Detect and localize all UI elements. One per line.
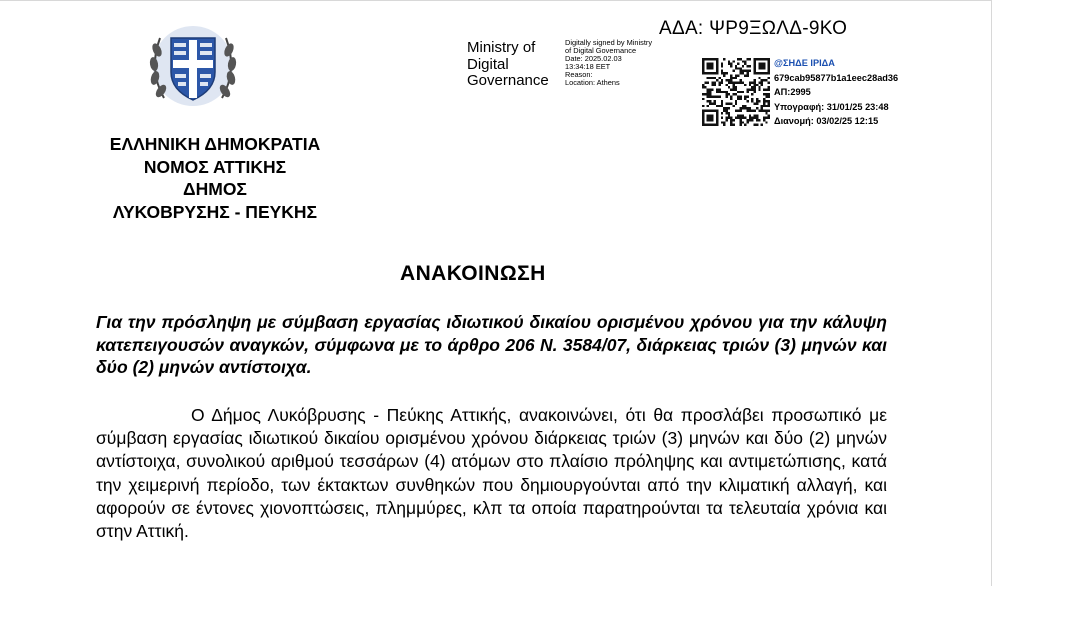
- ministry-line-3: Governance: [467, 72, 549, 89]
- issuer-line-1: ΕΛΛΗΝΙΚΗ ΔΗΜΟΚΡΑΤΙΑ: [109, 134, 321, 154]
- issuer-line-4: ΛΥΚΟΒΡΥΣΗΣ - ΠΕΥΚΗΣ: [112, 201, 318, 222]
- qr-code-icon: [702, 56, 770, 128]
- ada-code: ΑΔΑ: ΨΡ9ΞΩΛΔ-9ΚΟ: [659, 18, 848, 39]
- qr-brand: @ΣΗΔΕ ΙΡΙΔΑ: [774, 58, 835, 68]
- ministry-line-1: Ministry of: [467, 39, 536, 56]
- issuer-block: [60, 133, 370, 223]
- issuer-line-3: ΔΗΜΟΣ: [183, 179, 247, 199]
- qr-hash: 679cab95877b1a1eec28ad36: [774, 72, 899, 83]
- announcement-subtitle: Για την πρόσληψη με σύμβαση εργασίας ιδιωτικού δικαίου ορισμένου χρόνου για την κάλυψη κατεπειγουσών αναγκών, σύμφωνα με το άρθρο 206 Ν. 3584/07, διάρκειας τριών (3) μηνών και δύο (2) μηνών αντίστοιχα.: [96, 312, 887, 377]
- qr-signed-date: Υπογραφή: 31/01/25 23:48: [774, 101, 889, 112]
- signature-line-6: Location: Athens: [565, 77, 620, 87]
- announcement-body: Ο Δήμος Λυκόβρυσης - Πεύκης Αττικής, ανακοινώνει, ότι θα προσλάβει προσωπικό με σύμβαση εργασίας ιδιωτικού δικαίου ορισμένου χρόνου διάρκειας τριών (3) μηνών και δύο (2) μηνών αντίστοιχα, συνολικού αριθμού τεσσάρων (4) ατόμων στο πλαίσιο πρόληψης και αντιμετώπισης, κατά την χειμερινή περίοδο, των έκτακτων συνθηκών που δημιουργούνται από την κλιματική αλλαγή, και αφορούν σε έντονες χιονοπτώσεις, πλημμύρες, κλπ τα οποία παρατηρούνται τα τελευταία χρόνια και στην Αττική.: [96, 405, 887, 542]
- signature-line-4: 13:34:18 EET: [565, 61, 611, 71]
- qr-protocol-number: ΑΠ:2995: [774, 87, 811, 98]
- signature-line-2: of Digital Governance: [565, 45, 637, 55]
- signature-line-1: Digitally signed by Ministry: [565, 38, 653, 47]
- ministry-line-2: Digital: [467, 55, 509, 73]
- digital-signature-block: [565, 39, 652, 86]
- signature-line-3: Date: 2025.02.03: [565, 53, 622, 63]
- issuer-line-2: ΝΟΜΟΣ ΑΤΤΙΚΗΣ: [143, 156, 287, 177]
- greek-state-emblem-icon: [140, 20, 246, 112]
- qr-distribution-date: Διανομή: 03/02/25 12:15: [774, 116, 879, 127]
- ministry-label: [467, 40, 549, 90]
- page-title: ΑΝΑΚΟΙΝΩΣΗ: [400, 262, 546, 285]
- signature-line-5: Reason:: [565, 69, 593, 79]
- qr-info-block: [774, 56, 898, 129]
